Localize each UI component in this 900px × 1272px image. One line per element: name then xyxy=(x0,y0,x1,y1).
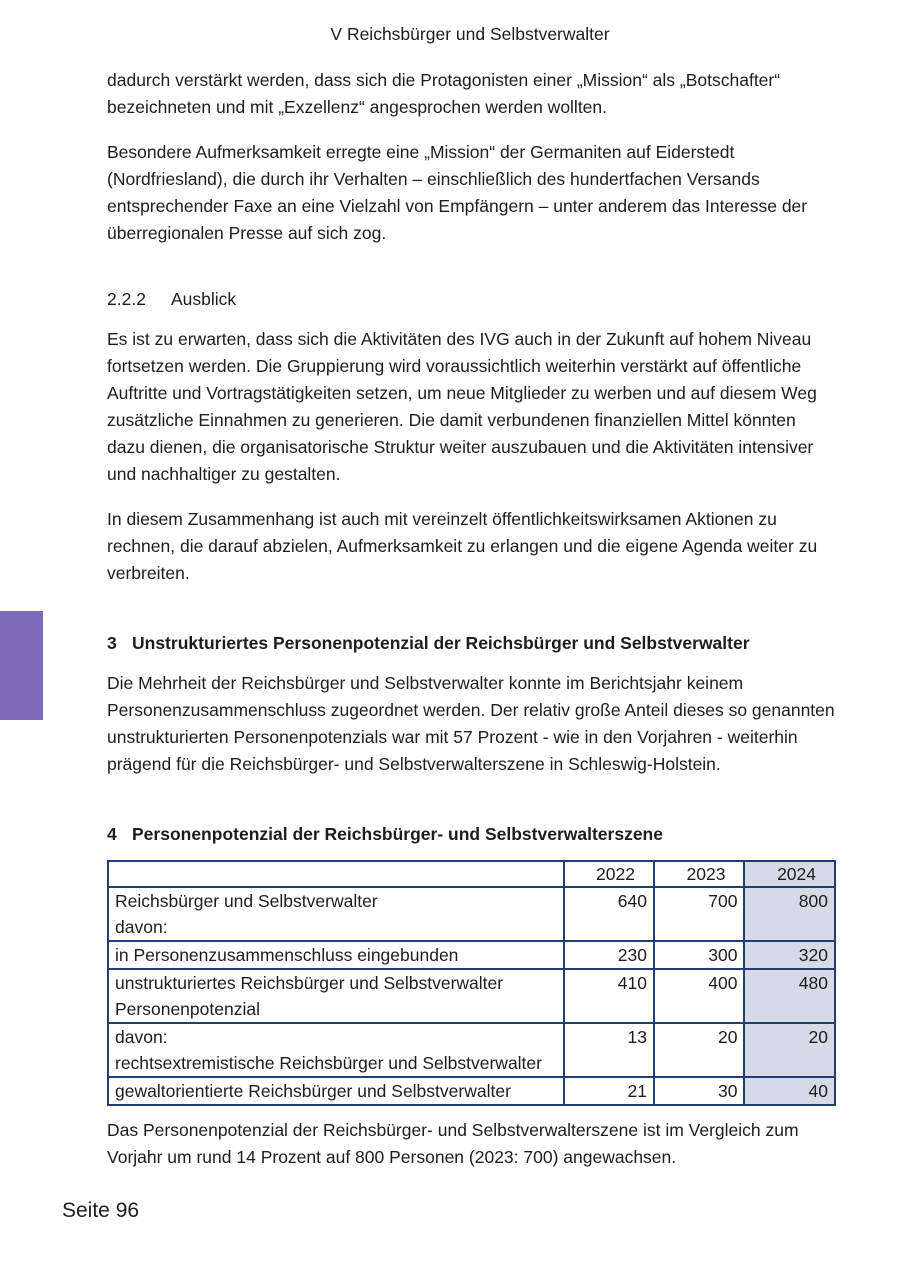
section-title: Personenpotenzial der Reichsbürger- und Selbstverwalterszene xyxy=(132,824,663,844)
table-header-year: 2023 xyxy=(654,861,744,887)
running-header: V Reichsbürger und Selbstverwalter xyxy=(330,24,610,44)
section-heading-4 xyxy=(107,821,847,848)
table-cell: 230 xyxy=(564,941,654,969)
table-cell: 300 xyxy=(654,941,744,969)
paragraph-intro-1: dadurch verstärkt werden, dass sich die Protagonisten einer „Mission“ als „Botschafter“ bezeichneten und mit „Exzellenz“ angesprochen werden wollten. xyxy=(107,70,781,117)
section-title: Ausblick xyxy=(171,289,237,309)
row-label-line: davon: xyxy=(115,917,168,937)
table-cell: 30 xyxy=(654,1077,744,1105)
table-cell: 410 xyxy=(564,969,654,1023)
section-heading-2-2-2 xyxy=(107,286,837,313)
table-row xyxy=(108,1077,835,1105)
table-cell: 20 xyxy=(744,1023,835,1077)
table-cell: 320 xyxy=(744,941,835,969)
table-header-empty xyxy=(108,861,564,887)
section-number: 3 xyxy=(107,633,117,653)
row-label: in Personenzusammenschluss eingebunden xyxy=(108,941,564,969)
paragraph-outlook-1: Es ist zu erwarten, dass sich die Aktivitäten des IVG auch in der Zukunft auf hohem Niveau fortsetzen werden. Die Gruppierung wird voraussichtlich weiterhin verstärkt auf öffentliche Auftritte und Vortragstätigkeiten setzen, um neue Mitglieder zu werben und auf diesem Weg zusätzliche Einnahmen zu generieren. Die damit verbundenen finanziellen Mittel könnten dazu dienen, die organisatorische Struktur weiter auszubauen und die Aktivitäten intensiver und nachhaltiger zu gestalten. xyxy=(107,329,817,484)
row-label-line: unstrukturiertes Reichsbürger und Selbstverwalter xyxy=(115,973,504,993)
row-label xyxy=(108,1023,564,1077)
table-row xyxy=(108,969,835,1023)
table-cell: 800 xyxy=(744,887,835,941)
table-row xyxy=(108,887,835,941)
table-cell: 640 xyxy=(564,887,654,941)
row-label-line: Reichsbürger und Selbstverwalter xyxy=(115,891,378,911)
table-header-year: 2022 xyxy=(564,861,654,887)
paragraph-summary: Das Personenpotenzial der Reichsbürger- und Selbstverwalterszene ist im Vergleich zum Vorjahr um rund 14 Prozent auf 800 Personen (2023: 700) angewachsen. xyxy=(107,1120,799,1167)
row-label-line: davon: xyxy=(115,1027,168,1047)
table-header-year: 2024 xyxy=(744,861,835,887)
row-label xyxy=(108,969,564,1023)
row-label: gewaltorientierte Reichsbürger und Selbstverwalter xyxy=(108,1077,564,1105)
table-cell: 13 xyxy=(564,1023,654,1077)
paragraph-intro-2: Besondere Aufmerksamkeit erregte eine „Mission“ der Germaniten auf Eiderstedt (Nordfriesland), die durch ihr Verhalten – einschließlich des hundertfachen Versands entsprechender Faxe an eine Vielzahl von Empfängern – unter anderem das Interesse der überregionalen Presse auf sich zog. xyxy=(107,142,808,243)
table-row xyxy=(108,941,835,969)
page-number: Seite 96 xyxy=(62,1199,140,1222)
paragraph-outlook-2: In diesem Zusammenhang ist auch mit vereinzelt öffentlichkeitswirksamen Aktionen zu rechnen, die darauf abzielen, Aufmerksamkeit zu erlangen und die eigene Agenda weiter zu verbreiten. xyxy=(107,509,818,583)
section-title: Unstrukturiertes Personenpotenzial der Reichsbürger und Selbstverwalter xyxy=(132,633,750,653)
section-heading-3 xyxy=(107,630,847,657)
table-header-row xyxy=(108,861,835,887)
personenpotenzial-table xyxy=(107,860,836,1106)
table-cell: 700 xyxy=(654,887,744,941)
table-cell: 20 xyxy=(654,1023,744,1077)
row-label-line: rechtsextremistische Reichsbürger und Selbstverwalter xyxy=(115,1053,542,1073)
table-cell: 21 xyxy=(564,1077,654,1105)
row-label xyxy=(108,887,564,941)
table-cell: 40 xyxy=(744,1077,835,1105)
section-number: 2.2.2 xyxy=(107,289,146,309)
chapter-tab-marker xyxy=(0,611,43,720)
row-label-line: Personenpotenzial xyxy=(115,999,260,1019)
paragraph-unstructured: Die Mehrheit der Reichsbürger und Selbstverwalter konnte im Berichtsjahr keinem Personenzusammenschluss zugeordnet werden. Der relativ große Anteil dieses so genannten unstrukturierten Personenpotenzials war mit 57 Prozent - wie in den Vorjahren - weiterhin prägend für die Reichsbürger- und Selbstverwalterszene in Schleswig-Holstein. xyxy=(107,673,835,774)
table-cell: 480 xyxy=(744,969,835,1023)
table-cell: 400 xyxy=(654,969,744,1023)
table-row xyxy=(108,1023,835,1077)
section-number: 4 xyxy=(107,824,117,844)
